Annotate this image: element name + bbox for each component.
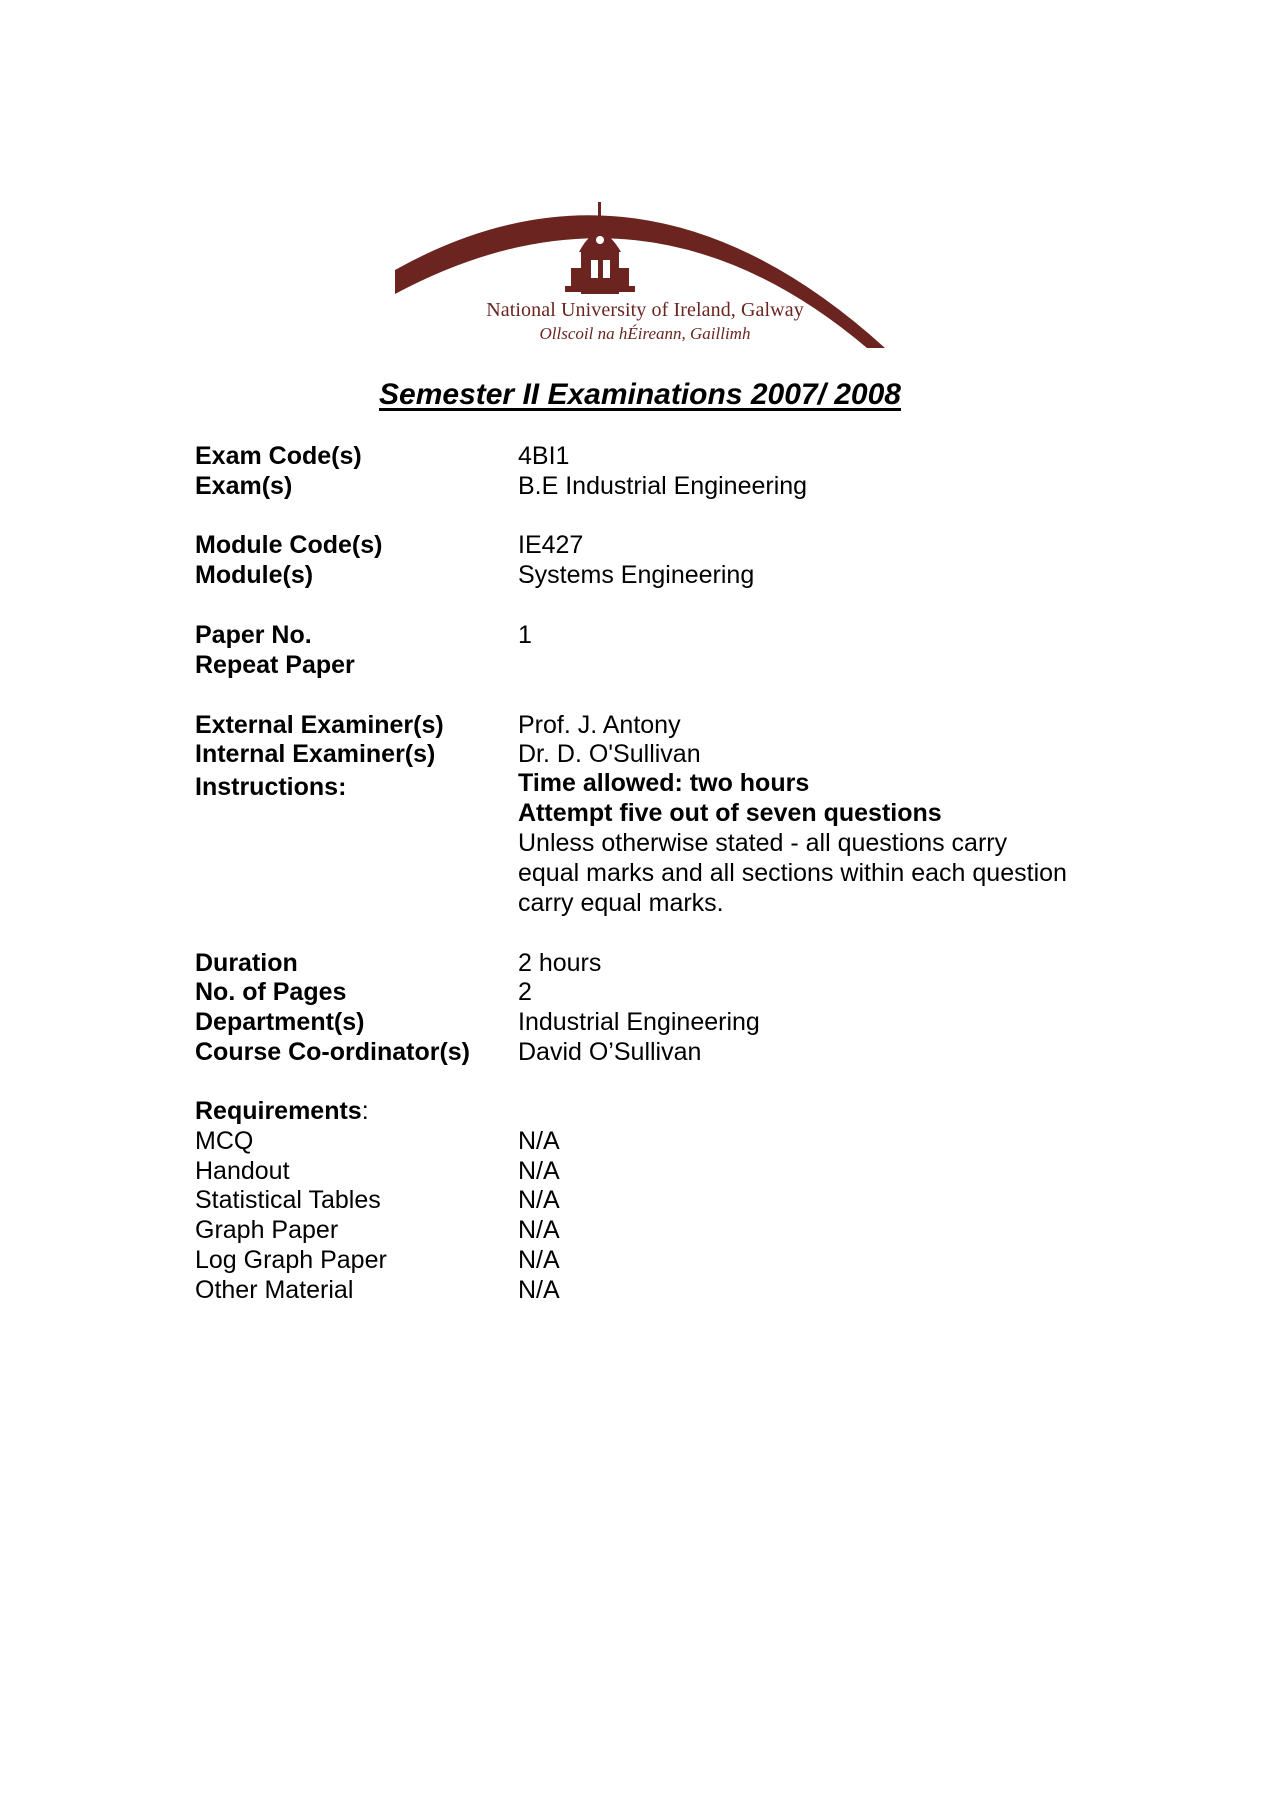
info-label: Course Co-ordinator(s) — [195, 1038, 470, 1066]
detail-label: Module Code(s) — [195, 531, 383, 559]
detail-row-repeat-paper — [0, 650, 1280, 680]
requirement-row — [0, 1185, 1280, 1215]
detail-value: Prof. J. Antony — [518, 711, 681, 739]
requirement-label: Log Graph Paper — [195, 1246, 387, 1274]
info-row-duration — [0, 948, 1280, 978]
detail-value: IE427 — [518, 531, 584, 559]
detail-label: Repeat Paper — [195, 651, 355, 679]
requirement-label: Other Material — [195, 1276, 354, 1304]
detail-row-paper-no — [0, 620, 1280, 650]
info-label: Department(s) — [195, 1008, 365, 1036]
info-value: David O’Sullivan — [518, 1038, 702, 1066]
requirement-row — [0, 1275, 1280, 1305]
instructions-attempt: Attempt five out of seven questions — [518, 799, 942, 827]
info-row-pages — [0, 977, 1280, 1007]
requirements-heading-row — [0, 1096, 1280, 1126]
detail-value: Systems Engineering — [518, 561, 755, 589]
detail-row-internal-examiner — [0, 739, 1280, 769]
requirements-heading — [195, 1096, 369, 1126]
detail-value: B.E Industrial Engineering — [518, 472, 808, 500]
instructions-note-line: carry equal marks. — [518, 889, 724, 917]
requirement-row — [0, 1126, 1280, 1156]
detail-label: External Examiner(s) — [195, 711, 444, 739]
info-label: Duration — [195, 949, 298, 977]
requirement-row — [0, 1156, 1280, 1186]
requirement-value: N/A — [518, 1186, 560, 1214]
instructions-note-line: Unless otherwise stated - all questions carry — [518, 829, 1008, 857]
detail-row-exam-code — [0, 441, 1280, 471]
detail-row-module — [0, 560, 1280, 590]
detail-value: Dr. D. O'Sullivan — [518, 740, 701, 768]
info-value: 2 — [518, 978, 532, 1006]
requirement-label: Statistical Tables — [195, 1186, 381, 1214]
requirement-value: N/A — [518, 1216, 560, 1244]
requirement-row — [0, 1215, 1280, 1245]
detail-value: 1 — [518, 621, 532, 649]
detail-value: 4BI1 — [518, 442, 570, 470]
requirements-colon: : — [361, 1097, 369, 1125]
detail-row-exam — [0, 471, 1280, 501]
requirement-value: N/A — [518, 1246, 560, 1274]
instructions-label: Instructions: — [195, 773, 347, 801]
page-title: Semester II Examinations 2007/ 2008 — [379, 378, 901, 411]
detail-row-external-examiner — [0, 710, 1280, 740]
detail-label: Exam(s) — [195, 472, 293, 500]
detail-label: Exam Code(s) — [195, 442, 362, 470]
requirement-label: Handout — [195, 1157, 290, 1185]
requirement-label: Graph Paper — [195, 1216, 339, 1244]
requirement-row — [0, 1245, 1280, 1275]
info-value: 2 hours — [518, 949, 602, 977]
info-value: Industrial Engineering — [518, 1008, 760, 1036]
logo-university-name: National University of Ireland, Galway — [486, 299, 804, 321]
detail-label: Module(s) — [195, 561, 314, 589]
instructions-block — [518, 768, 1118, 918]
detail-label: Internal Examiner(s) — [195, 740, 436, 768]
detail-label: Paper No. — [195, 621, 312, 649]
info-row-department — [0, 1007, 1280, 1037]
requirement-value: N/A — [518, 1157, 560, 1185]
instructions-note-line: equal marks and all sections within each question — [518, 859, 1067, 887]
requirements-heading-text: Requirements — [195, 1097, 362, 1125]
requirement-value: N/A — [518, 1127, 560, 1155]
info-row-coordinator — [0, 1037, 1280, 1067]
requirement-label: MCQ — [195, 1127, 254, 1155]
info-label: No. of Pages — [195, 978, 347, 1006]
instructions-time-allowed: Time allowed: two hours — [518, 769, 810, 797]
requirement-value: N/A — [518, 1276, 560, 1304]
university-logo — [395, 190, 895, 350]
detail-row-module-code — [0, 530, 1280, 560]
logo-irish-name: Ollscoil na hÉireann, Gaillimh — [539, 324, 751, 343]
